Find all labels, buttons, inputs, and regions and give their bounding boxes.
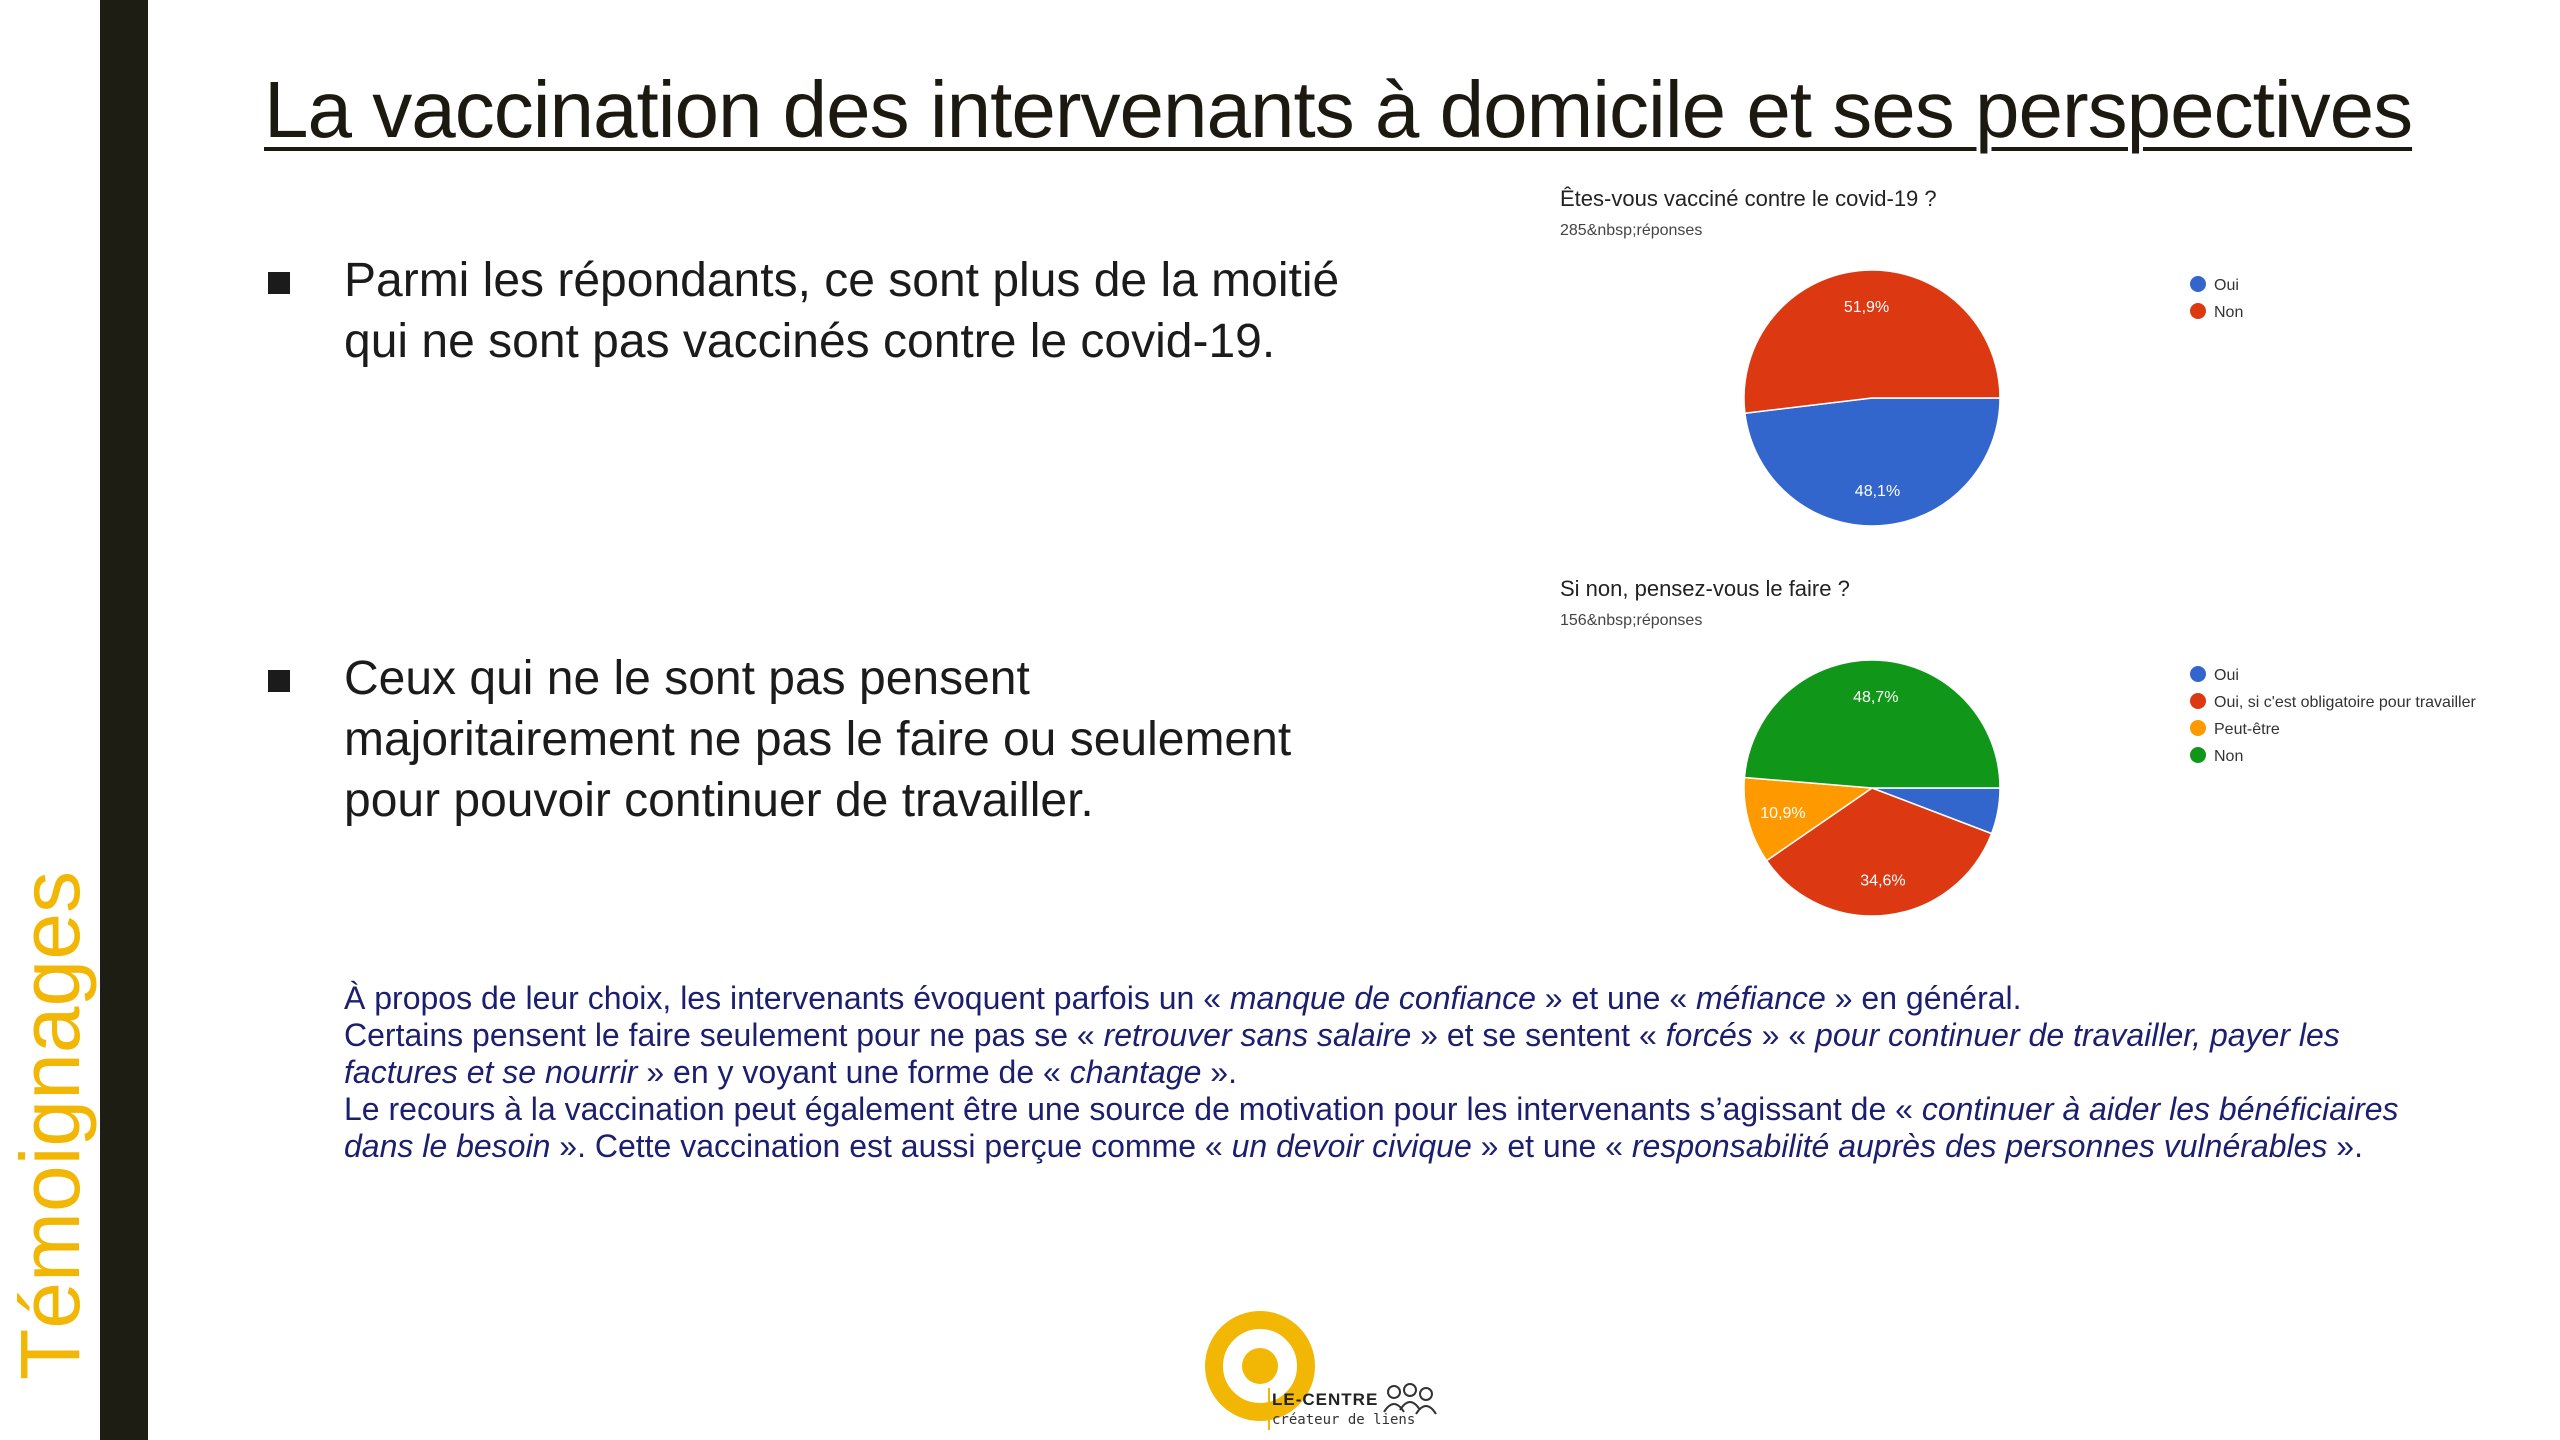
legend-swatch xyxy=(2190,693,2206,709)
pie-chart-intent xyxy=(1560,576,2520,966)
text-run: » et une « xyxy=(1535,980,1696,1016)
testimonial-paragraph xyxy=(344,980,2424,1017)
bullet-text: Ceux qui ne le sont pas pensent majoritairement ne pas le faire ou seulement pour pouvoir continuer de travailler. xyxy=(344,652,1292,827)
logo xyxy=(1204,1308,1444,1438)
pie-slice-non xyxy=(1744,270,2000,413)
text-run: ». xyxy=(2327,1128,2363,1164)
text-run: » et une « xyxy=(1471,1128,1632,1164)
legend-label: Oui xyxy=(2214,667,2239,684)
quoted-phrase: responsabilité auprès des personnes vulnérables xyxy=(1631,1128,2328,1164)
quoted-phrase: forcés xyxy=(1665,1017,1753,1053)
pie-slice-oui xyxy=(1745,398,2000,526)
legend-label: Non xyxy=(2214,748,2244,765)
data-label: 51,9% xyxy=(1843,299,1890,317)
legend-label: Peut-être xyxy=(2214,721,2280,738)
legend-label: Non xyxy=(2214,304,2244,321)
quoted-phrase: un devoir civique xyxy=(1231,1128,1472,1164)
legend-swatch xyxy=(2190,303,2206,319)
side-bar xyxy=(100,0,148,1440)
data-label: 48,7% xyxy=(1853,688,1899,706)
testimonial-paragraph xyxy=(344,1091,2424,1165)
pie-slice-non xyxy=(1744,660,2000,788)
logo-brand: LE-CENTRE xyxy=(1272,1390,1379,1409)
page-title: La vaccination des intervenants à domicile et ses perspectives xyxy=(264,65,2413,154)
chart-subtitle: 285&nbsp;réponses xyxy=(1560,222,1703,239)
quoted-phrase: retrouver sans salaire xyxy=(1103,1017,1412,1053)
logo-tagline: créateur de liens xyxy=(1272,1412,1416,1428)
legend-swatch xyxy=(2190,747,2206,763)
legend-swatch xyxy=(2190,276,2206,292)
text-run: ». xyxy=(1201,1054,1237,1090)
text-run: Le recours à la vaccination peut également être une source de motivation pour les intervenants s’agissant de « xyxy=(344,1091,1922,1127)
legend-label: Oui, si c'est obligatoire pour travailler xyxy=(2214,694,2476,711)
pie-chart-vaccinated xyxy=(1560,186,2520,576)
data-label: 48,1% xyxy=(1854,482,1901,500)
bullet-item xyxy=(264,250,1344,450)
text-run: » et se sentent « xyxy=(1411,1017,1666,1053)
text-run: Certains pensent le faire seulement pour ne pas se « xyxy=(344,1017,1104,1053)
legend-label: Oui xyxy=(2214,277,2239,294)
side-label: Témoignages xyxy=(3,871,97,1380)
text-run: ». Cette vaccination est aussi perçue comme « xyxy=(550,1128,1232,1164)
bullet-item xyxy=(264,648,1344,908)
quoted-phrase: pour continuer de travailler, payer les factures et se nourrir xyxy=(344,1017,2340,1090)
chart-subtitle: 156&nbsp;réponses xyxy=(1560,612,1703,629)
data-label: 34,6% xyxy=(1860,872,1906,890)
quoted-phrase: chantage xyxy=(1069,1054,1202,1090)
chart-title: Si non, pensez-vous le faire ? xyxy=(1560,576,1850,601)
bullet-marker xyxy=(268,670,290,692)
bullet-text: Parmi les répondants, ce sont plus de la moitié qui ne sont pas vaccinés contre le covid-19. xyxy=(344,254,1340,368)
text-run: » en général. xyxy=(1825,980,2022,1016)
legend-swatch xyxy=(2190,666,2206,682)
chart-title: Êtes-vous vacciné contre le covid-19 ? xyxy=(1560,186,1937,211)
pie-chart-svg xyxy=(1560,576,2520,966)
testimonial-text xyxy=(344,980,2424,1165)
testimonial-paragraph xyxy=(344,1017,2424,1091)
pie-chart-svg xyxy=(1560,186,2520,576)
text-run: À propos de leur choix, les intervenants évoquent parfois un « xyxy=(344,980,1230,1016)
quoted-phrase: continuer à aider les bénéficiaires dans le besoin xyxy=(344,1091,2399,1164)
bullet-marker xyxy=(268,272,290,294)
text-run: » « xyxy=(1752,1017,1816,1053)
data-label: 10,9% xyxy=(1760,804,1806,822)
quoted-phrase: méfiance xyxy=(1696,980,1826,1016)
text-run: » en y voyant une forme de « xyxy=(637,1054,1070,1090)
quoted-phrase: manque de confiance xyxy=(1229,980,1536,1016)
legend-swatch xyxy=(2190,720,2206,736)
